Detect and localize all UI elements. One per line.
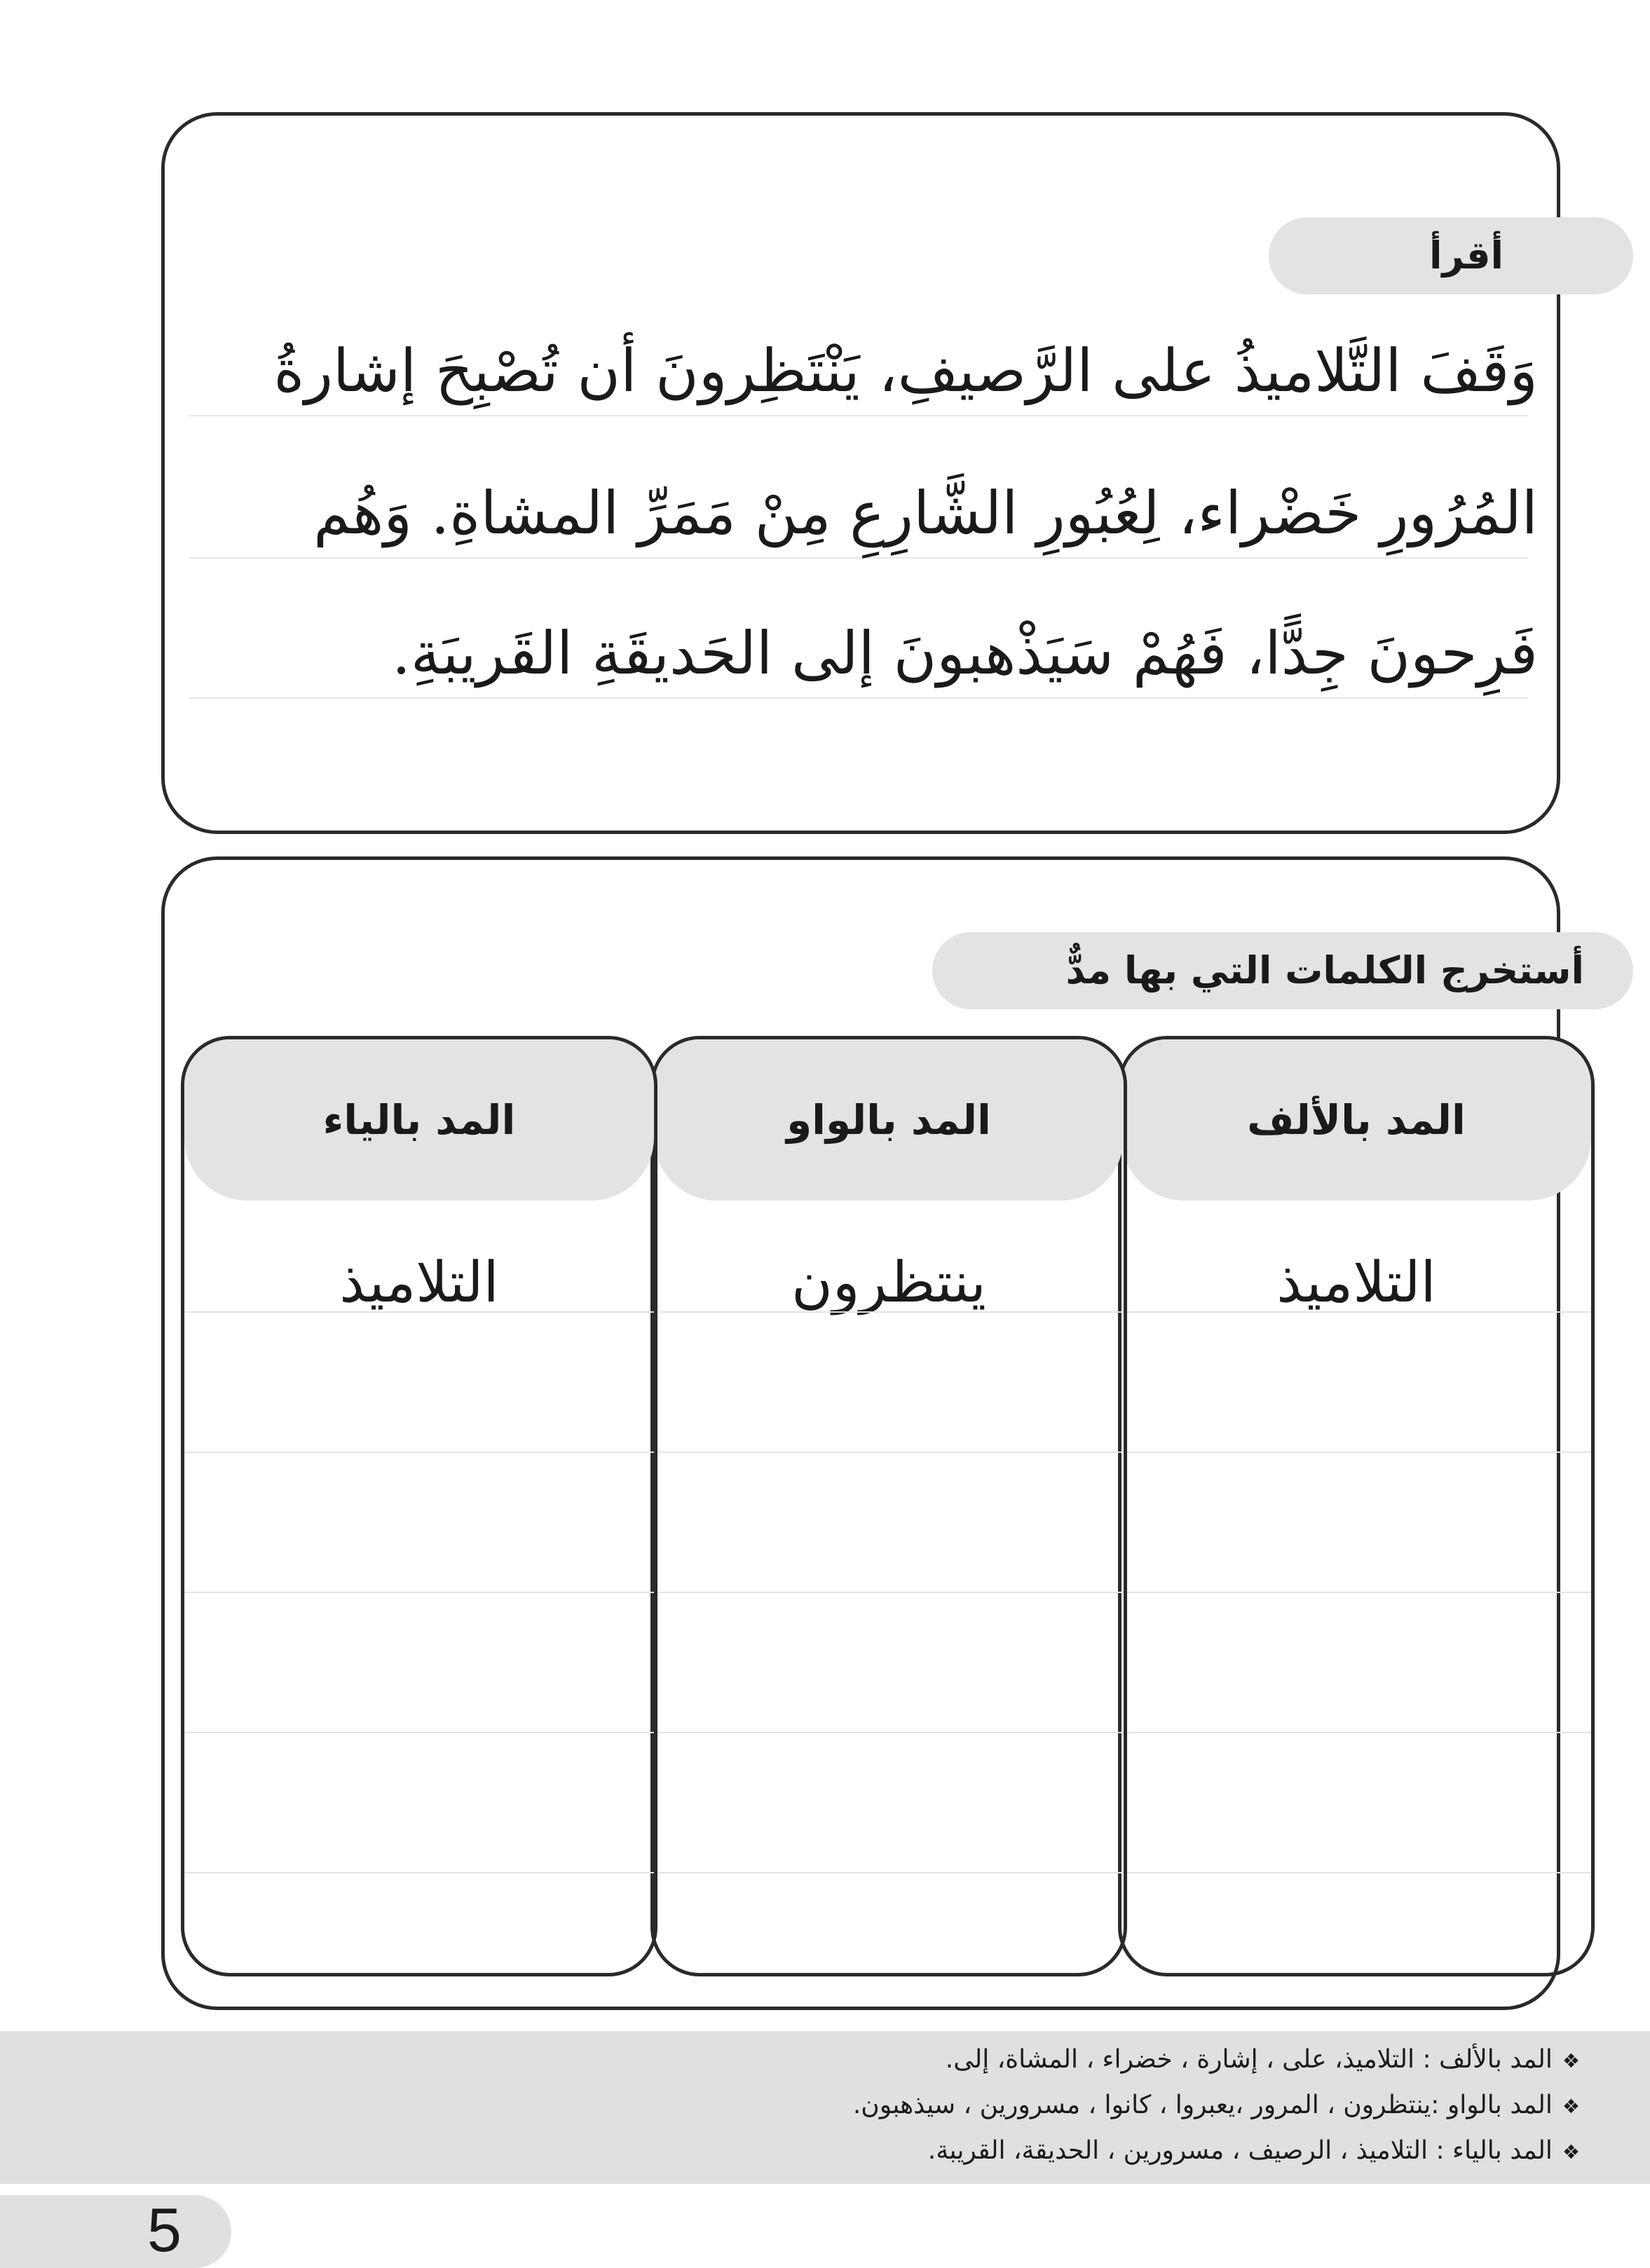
- writing-line: [654, 1451, 1124, 1453]
- writing-line: [1121, 1872, 1591, 1873]
- column-waw: [650, 1036, 1127, 1976]
- writing-line: [184, 1451, 654, 1453]
- column-heading: المد بالواو: [654, 1039, 1124, 1201]
- answer-key-text: المد بالألف : التلاميذ، على ، إشارة ، خضراء ، المشاة، إلى.: [945, 2045, 1553, 2074]
- writing-line: [184, 1732, 654, 1733]
- bullet-icon: ❖: [1562, 2140, 1580, 2164]
- ruled-line: [189, 557, 1528, 559]
- writing-line: [654, 1592, 1124, 1593]
- answer-key-text: المد بالواو :ينتظرون ، المرور ،يعبروا ، كانوا ، مسرورين ، سيذهبون.: [852, 2091, 1553, 2119]
- page-number: 5: [147, 2195, 182, 2264]
- writing-line: [654, 1872, 1124, 1873]
- writing-line: [1121, 1311, 1591, 1313]
- writing-line: [654, 1732, 1124, 1733]
- passage-line-3: فَرِحونَ جِدًّا، فَهُمْ سَيَذْهبونَ إلى الحَديقَةِ القَريبَةِ.: [392, 619, 1538, 688]
- writing-line: [184, 1311, 654, 1313]
- ruled-line: [189, 697, 1528, 699]
- answer-key-text: المد بالياء : التلاميذ ، الرصيف ، مسرورين ، الحديقة، القريبة.: [927, 2136, 1553, 2165]
- column-answer: التلاميذ: [1276, 1250, 1436, 1315]
- column-ya: [181, 1036, 657, 1976]
- writing-line: [654, 1311, 1124, 1313]
- page-number-tab: [0, 2195, 231, 2268]
- column-alef: [1118, 1036, 1595, 1976]
- writing-line: [184, 1592, 654, 1593]
- bullet-icon: ❖: [1562, 2095, 1580, 2118]
- bullet-icon: ❖: [1562, 2049, 1580, 2072]
- ruled-line: [189, 415, 1528, 416]
- writing-line: [1121, 1732, 1591, 1733]
- passage-line-1: وَقَفَ التَّلاميذُ على الرَّصيفِ، يَنْتَظِرونَ أن تُصْبِحَ إشارةُ: [273, 336, 1538, 405]
- answer-key-line-2: [38, 2091, 1580, 2119]
- column-answer: التلاميذ: [339, 1250, 499, 1315]
- exercise-title: أستخرج الكلمات التي بها مدٌّ: [932, 932, 1633, 1009]
- writing-line: [1121, 1451, 1591, 1453]
- writing-line: [184, 1872, 654, 1873]
- writing-line: [1121, 1592, 1591, 1593]
- passage-line-2: المُرُورِ خَضْراء، لِعُبُورِ الشَّارِعِ مِنْ مَمَرِّ المشاةِ. وَهُم: [313, 479, 1538, 547]
- reading-title: أقرأ: [1269, 217, 1633, 294]
- answer-key-line-1: [38, 2045, 1580, 2074]
- answer-key-line-3: [38, 2136, 1580, 2165]
- column-heading: المد بالياء: [184, 1039, 654, 1201]
- column-answer: ينتظرون: [791, 1250, 986, 1315]
- column-heading: المد بالألف: [1121, 1039, 1591, 1201]
